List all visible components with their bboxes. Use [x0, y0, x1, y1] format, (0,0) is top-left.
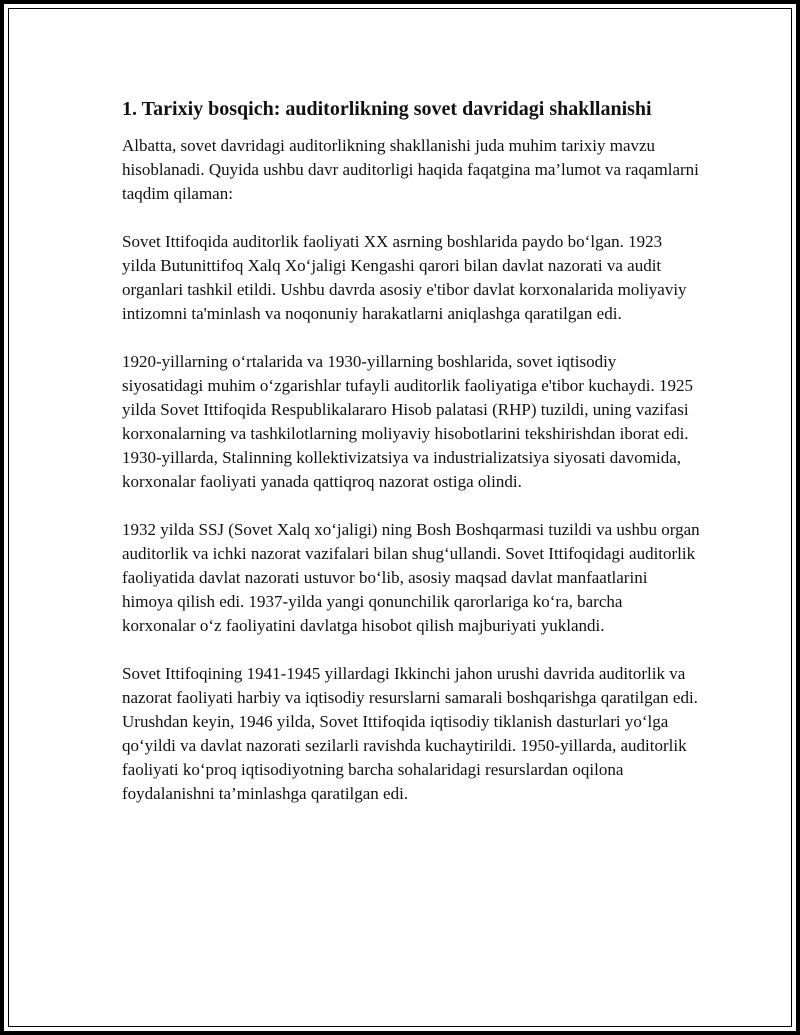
document-body — [122, 96, 700, 830]
paragraph-1923: Sovet Ittifoqida auditorlik faoliyati XX asrning boshlarida paydo bo‘lgan. 1923 yilda Butunittifoq Xalq Xo‘jaligi Kengashi qarori bilan davlat nazorati va audit organlari tashkil etildi. Ushbu davrda asosiy e'tibor davlat korxonalarida moliyaviy intizomni ta'minlash va noqonuniy harakatlarni aniqlashga qaratilgan edi. — [122, 232, 687, 323]
document-title: 1. Tarixiy bosqich: auditorlikning sovet davridagi shakllanishi — [122, 98, 652, 120]
paragraph-intro: Albatta, sovet davridagi auditorlikning shakllanishi juda muhim tarixiy mavzu hisoblanadi. Quyida ushbu davr auditorligi haqida faqatgina ma’lumot va raqamlarni taqdim qilaman: — [122, 136, 699, 203]
paragraph-1932: 1932 yilda SSJ (Sovet Xalq xo‘jaligi) ning Bosh Boshqarmasi tuzildi va ushbu organ auditorlik va ichki nazorat vazifalari bilan shug‘ullandi. Sovet Ittifoqidagi auditorlik faoliyatida davlat nazorati ustuvor bo‘lib, asosiy maqsad davlat manfaatlarini himoya qilish edi. 1937-yilda yangi qonunchilik qarorlariga ko‘ra, barcha korxonalar o‘z faoliyatini davlatga hisobot qilish majburiyati yuklandi. — [122, 520, 700, 635]
paragraph-1920s: 1920-yillarning o‘rtalarida va 1930-yillarning boshlarida, sovet iqtisodiy siyosatidagi muhim o‘zgarishlar tufayli auditorlik faoliyatiga e'tibor kuchaydi. 1925 yilda Sovet Ittifoqida Respublikalararo Hisob palatasi (RHP) tuzildi, uning vazifasi korxonalarning va tashkilotlarning moliyaviy hisobotlarini tekshirishdan iborat edi. 1930-yillarda, Stalinning kollektivizatsiya va industrializatsiya siyosati davomida, korxonalar faoliyati yanada qattiqroq nazorat ostiga olindi. — [122, 352, 694, 491]
paragraph-1941: Sovet Ittifoqining 1941-1945 yillardagi Ikkinchi jahon urushi davrida auditorlik va nazorat faoliyati harbiy va iqtisodiy resurslarni samarali boshqarishga qaratilgan edi. Urushdan keyin, 1946 yilda, Sovet Ittifoqida iqtisodiy tiklanish dasturlari yo‘lga qo‘yildi va davlat nazorati sezilarli ravishda kuchaytirildi. 1950-yillarda, auditorlik faoliyati ko‘proq iqtisodiyotning barcha sohalaridagi resurslardan oqilona foydalanishni ta’minlashga qaratilgan edi. — [122, 664, 698, 803]
